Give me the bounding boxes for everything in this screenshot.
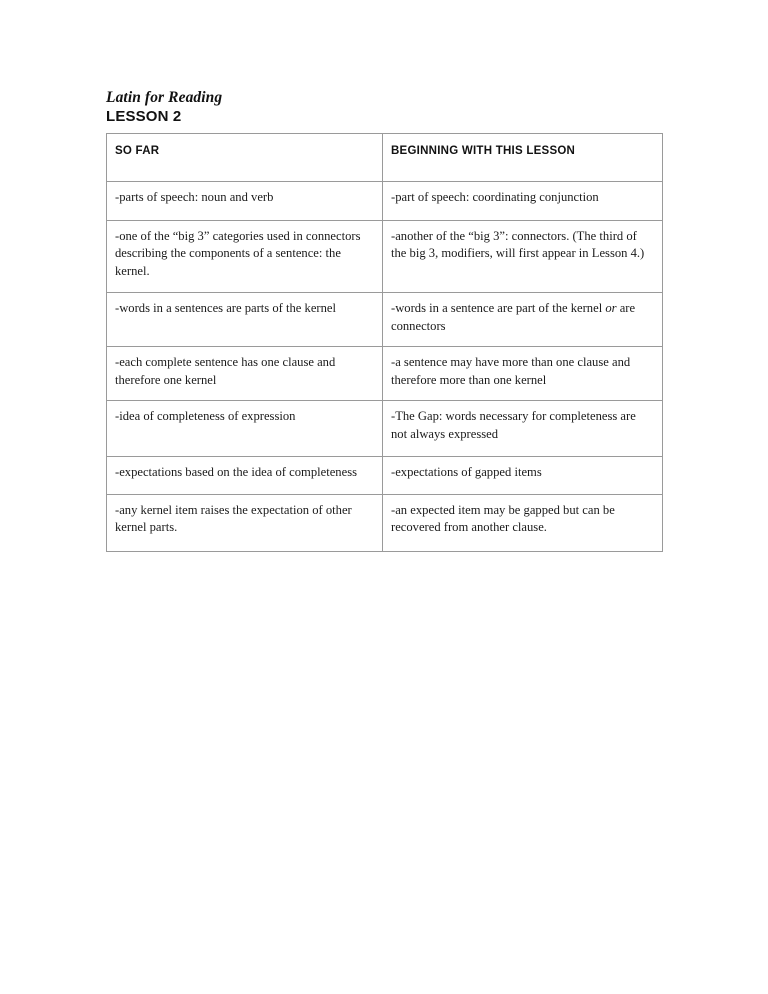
table-body xyxy=(107,182,663,552)
cell-text: -another of the “big 3”: connectors. (The third of the big 3, modifiers, will first appear in Lesson 4.) xyxy=(391,228,645,260)
cell-text: -a sentence may have more than one clause and therefore more than one kernel xyxy=(391,355,631,387)
cell-text: -any kernel item raises the expectation of other kernel parts. xyxy=(115,502,352,534)
cell-so-far xyxy=(107,494,383,551)
table-row xyxy=(107,494,663,551)
table-row xyxy=(107,220,663,293)
cell-beginning xyxy=(383,457,663,495)
cell-text: -expectations based on the idea of completeness xyxy=(115,465,357,479)
document-body xyxy=(106,88,662,552)
cell-so-far xyxy=(107,457,383,495)
cell-beginning xyxy=(383,293,663,347)
cell-text: -parts of speech: noun and verb xyxy=(115,190,274,204)
cell-text xyxy=(391,300,654,335)
table-row xyxy=(107,182,663,221)
table-row xyxy=(107,293,663,347)
lesson-heading: LESSON 2 xyxy=(106,108,182,125)
table-row xyxy=(107,347,663,401)
cell-so-far xyxy=(107,220,383,293)
table-header xyxy=(107,134,663,182)
table-header-row xyxy=(107,134,663,182)
document-title: Latin for Reading xyxy=(106,89,223,106)
cell-text: -part of speech: coordinating conjunction xyxy=(391,190,599,204)
cell-text: -one of the “big 3” categories used in connectors describing the components of a sentence: the kernel. xyxy=(115,228,361,278)
column-header-so-far: SO FAR xyxy=(107,134,383,182)
cell-so-far xyxy=(107,347,383,401)
document-heading xyxy=(106,88,662,126)
cell-text-emphasis: or xyxy=(605,301,617,315)
cell-text: -expectations of gapped items xyxy=(391,465,542,479)
cell-text-segment: are connectors xyxy=(391,301,636,333)
cell-text: -The Gap: words necessary for completeness are not always expressed xyxy=(391,409,636,441)
cell-text-segment: -words in a sentence are part of the kernel xyxy=(391,301,606,315)
column-header-beginning-with-this-lesson: BEGINNING WITH THIS LESSON xyxy=(383,134,663,182)
cell-beginning xyxy=(383,220,663,293)
cell-text: -idea of completeness of expression xyxy=(115,409,296,423)
cell-text: -an expected item may be gapped but can be recovered from another clause. xyxy=(391,502,615,534)
cell-text: -words in a sentences are parts of the kernel xyxy=(115,301,336,315)
cell-text: -each complete sentence has one clause and therefore one kernel xyxy=(115,355,336,387)
table-row xyxy=(107,457,663,495)
cell-beginning xyxy=(383,182,663,221)
table-row xyxy=(107,401,663,457)
cell-so-far xyxy=(107,401,383,457)
cell-so-far xyxy=(107,293,383,347)
cell-beginning xyxy=(383,494,663,551)
cell-beginning xyxy=(383,401,663,457)
cell-beginning xyxy=(383,347,663,401)
cell-so-far xyxy=(107,182,383,221)
comparison-table xyxy=(106,133,663,552)
